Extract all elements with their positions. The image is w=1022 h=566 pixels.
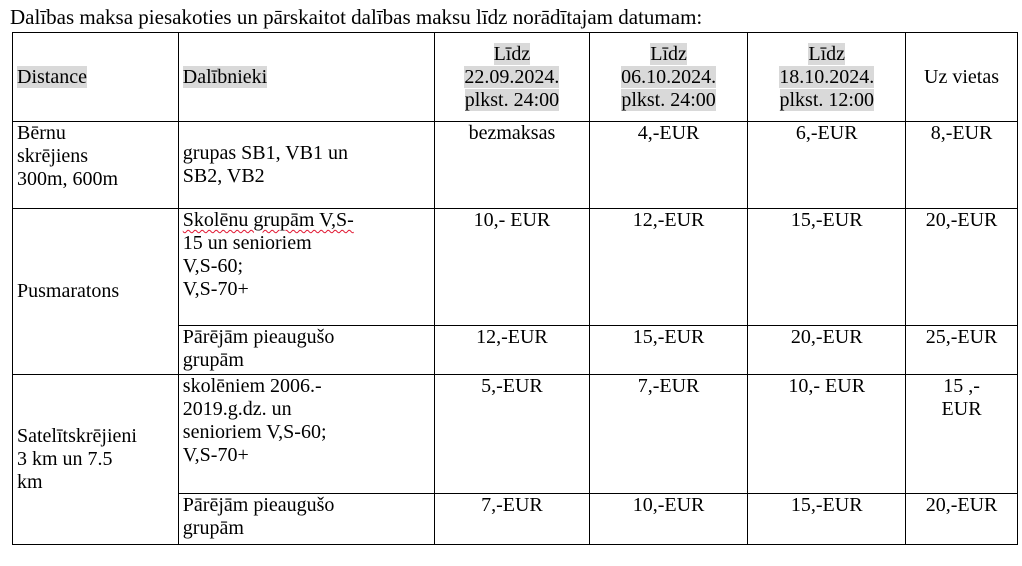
price-line: 15 ,- — [943, 375, 980, 397]
price-cell: 5,-EUR — [435, 375, 590, 494]
distance-cell — [13, 375, 179, 545]
price-cell: 7,-EUR — [435, 494, 590, 545]
distance-line: Pusmaratons — [17, 280, 120, 302]
price-cell: 25,-EUR — [906, 326, 1018, 375]
header-deadline-1 — [435, 33, 590, 122]
price-cell: 20,-EUR — [906, 209, 1018, 326]
price-cell: 10,- EUR — [435, 209, 590, 326]
distance-cell — [13, 209, 179, 375]
price-cell: 4,-EUR — [589, 122, 748, 209]
distance-line: 300m, 600m — [17, 168, 119, 190]
participants-cell — [178, 209, 434, 326]
participants-line: Pārējām pieaugušo — [182, 326, 335, 348]
header-onsite-label: Uz vietas — [924, 65, 1000, 88]
header-deadline-1-line: Līdz — [493, 42, 531, 65]
header-participants — [178, 33, 434, 122]
participants-cell — [178, 122, 434, 209]
distance-line: km — [17, 471, 43, 493]
price-cell: 15,-EUR — [748, 494, 906, 545]
header-deadline-2-line: Līdz — [650, 42, 687, 65]
distance-cell — [13, 122, 179, 209]
header-deadline-2-line: 06.10.2024. — [621, 65, 717, 88]
table-row — [13, 375, 1018, 494]
price-cell: 15,-EUR — [748, 209, 906, 326]
header-distance — [13, 33, 179, 122]
header-deadline-2 — [589, 33, 748, 122]
participants-cell — [178, 326, 434, 375]
price-cell: 15,-EUR — [589, 326, 748, 375]
price-cell: 10,-EUR — [589, 494, 748, 545]
participants-line: 2019.g.dz. un — [182, 398, 292, 420]
participants-cell — [178, 375, 434, 494]
price-cell: bezmaksas — [435, 122, 590, 209]
participants-line: grupām — [182, 517, 244, 539]
price-cell: 20,-EUR — [748, 326, 906, 375]
participants-line: skolēniem 2006.- — [182, 375, 322, 397]
price-cell: 10,- EUR — [748, 375, 906, 494]
price-cell: 7,-EUR — [589, 375, 748, 494]
intro-text: Dalības maksa piesakoties un pārskaitot dalības maksu līdz norādītajam datumam: — [10, 5, 703, 29]
participants-line: V,S-60; — [182, 255, 244, 277]
participants-line: V,S-70+ — [182, 278, 249, 300]
price-line: EUR — [941, 398, 982, 420]
table-row — [13, 122, 1018, 209]
header-deadline-3-line: plkst. 12:00 — [779, 88, 874, 111]
distance-line: Satelītskrējieni — [17, 425, 137, 447]
header-participants-label: Dalībnieki — [182, 65, 268, 88]
header-distance-label: Distance — [17, 65, 87, 88]
participants-line: grupām — [182, 349, 244, 371]
participants-line: Pārējām pieaugušo — [182, 494, 335, 516]
participants-line: V,S-70+ — [182, 444, 249, 466]
price-cell: 8,-EUR — [906, 122, 1018, 209]
participants-line: grupas SB1, VB1 un — [182, 142, 349, 164]
header-deadline-1-line: plkst. 24:00 — [464, 88, 560, 111]
header-deadline-2-line: plkst. 24:00 — [621, 88, 716, 111]
participants-cell — [178, 494, 434, 545]
participants-line: SB2, VB2 — [182, 165, 265, 187]
participants-line: senioriem V,S-60; — [182, 421, 327, 443]
participants-line: Skolēnu grupām V,S- — [182, 209, 354, 231]
price-cell — [906, 375, 1018, 494]
table-header-row — [13, 33, 1018, 122]
header-deadline-3 — [748, 33, 906, 122]
distance-line: 3 km un 7.5 — [17, 448, 113, 470]
participants-line: 15 un senioriem — [182, 232, 312, 254]
header-deadline-3-line: Līdz — [808, 42, 846, 65]
distance-line: Bērnu — [17, 122, 66, 144]
header-onsite — [906, 33, 1018, 122]
price-cell: 12,-EUR — [589, 209, 748, 326]
fee-table — [12, 32, 1018, 545]
distance-line: skrējiens — [17, 145, 89, 167]
header-deadline-1-line: 22.09.2024. — [464, 65, 560, 88]
price-cell: 6,-EUR — [748, 122, 906, 209]
header-deadline-3-line: 18.10.2024. — [779, 65, 875, 88]
price-cell: 20,-EUR — [906, 494, 1018, 545]
price-cell: 12,-EUR — [435, 326, 590, 375]
table-row — [13, 209, 1018, 326]
